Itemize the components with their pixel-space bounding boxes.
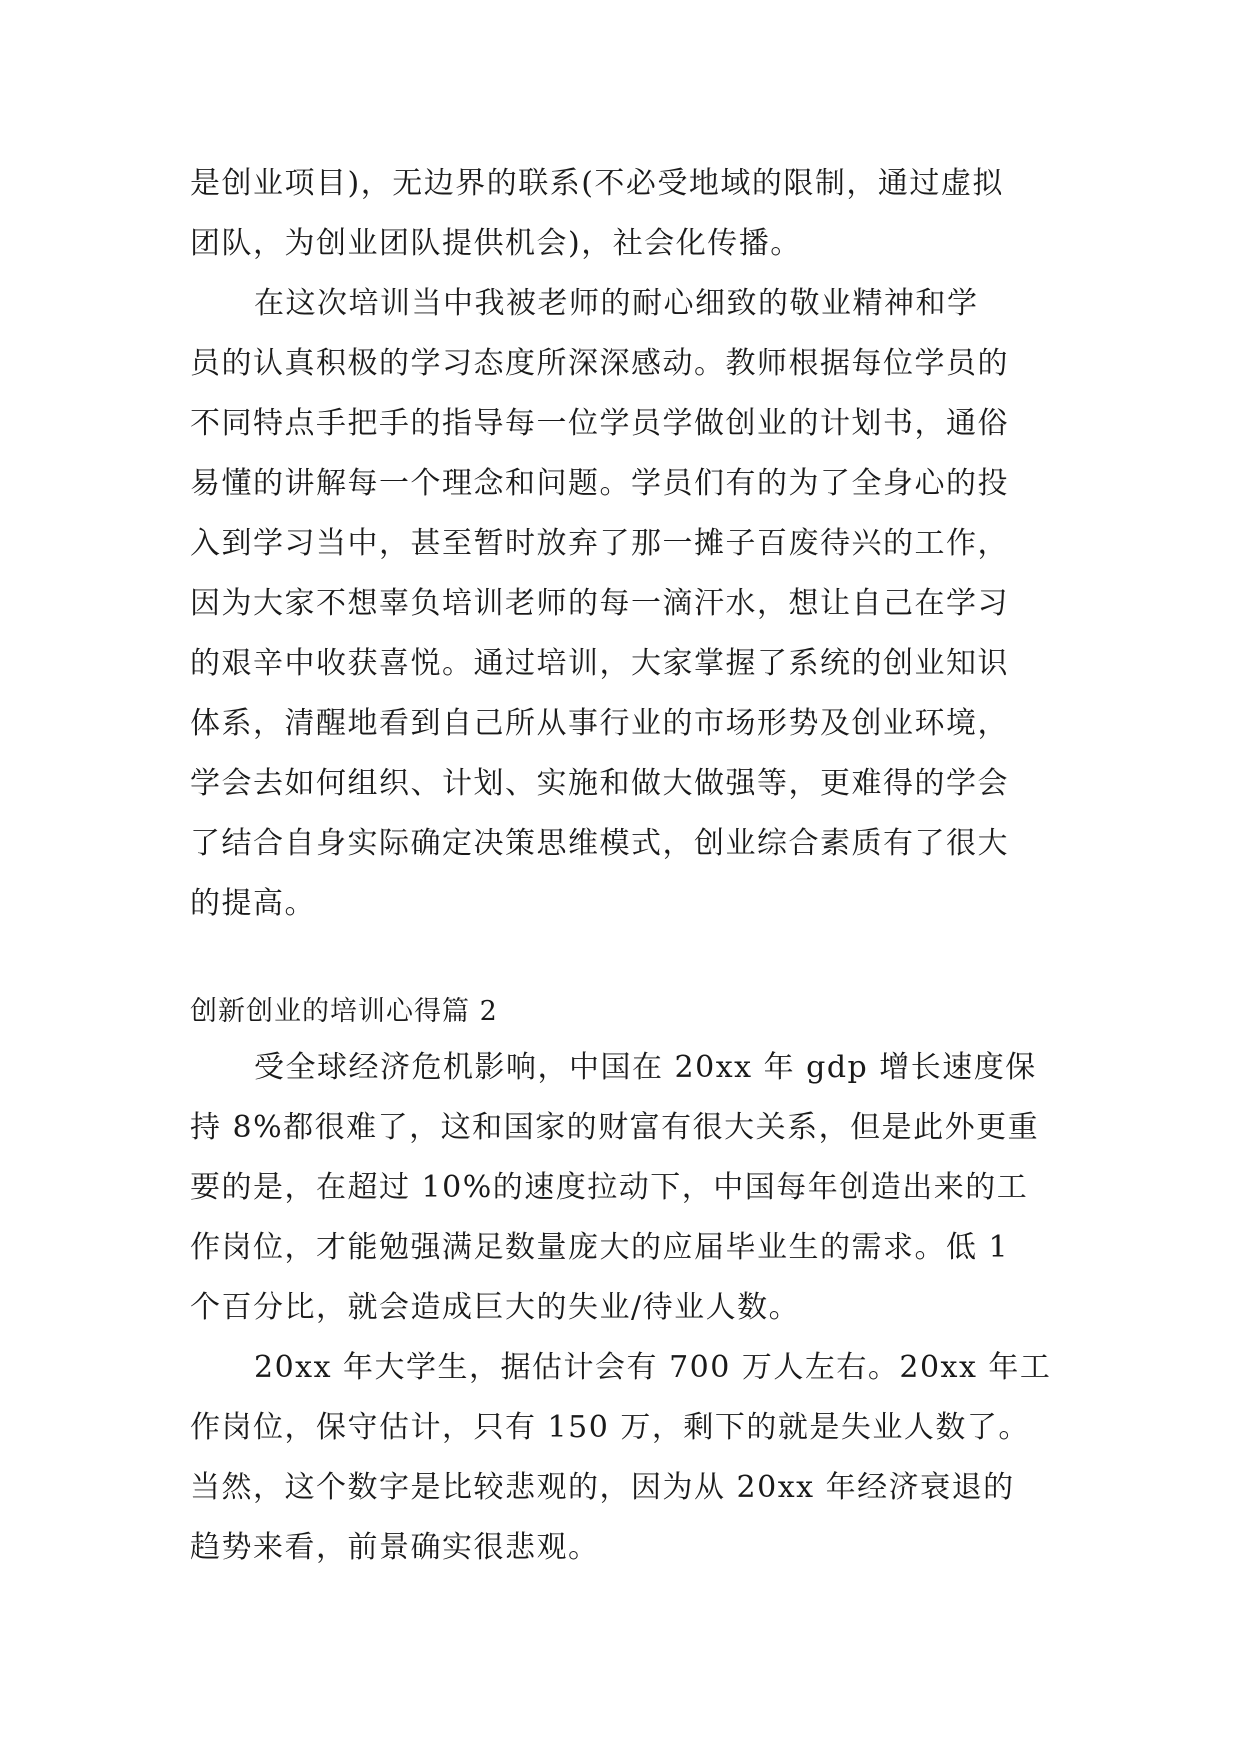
- paragraph-3-line-4: 作岗位，才能勉强满足数量庞大的应届毕业生的需求。低 1: [190, 1230, 1010, 1265]
- paragraph-3-line-2: 持 8%都很难了，这和国家的财富有很大关系，但是此外更重: [190, 1110, 1040, 1145]
- paragraph-4-line-4: 趋势来看，前景确实很悲观。: [190, 1530, 600, 1565]
- paragraph-1-line-1: 是创业项目)，无边界的联系(不必受地域的限制，通过虚拟: [190, 166, 1004, 201]
- paragraph-4-line-2: 作岗位，保守估计，只有 150 万，剩下的就是失业人数了。: [190, 1410, 1030, 1445]
- paragraph-3-line-1: 受全球经济危机影响，中国在 20xx 年 gdp 增长速度保: [254, 1050, 1037, 1085]
- paragraph-2-line-2: 员的认真积极的学习态度所深深感动。教师根据每位学员的: [190, 346, 1009, 381]
- paragraph-2-line-4: 易懂的讲解每一个理念和问题。学员们有的为了全身心的投: [190, 466, 1009, 501]
- paragraph-2-line-6: 因为大家不想辜负培训老师的每一滴汗水，想让自己在学习: [190, 586, 1009, 621]
- paragraph-2-line-3: 不同特点手把手的指导每一位学员学做创业的计划书，通俗: [190, 406, 1009, 441]
- paragraph-2-line-1: 在这次培训当中我被老师的耐心细致的敬业精神和学: [254, 286, 979, 321]
- paragraph-2-line-8: 体系，清醒地看到自己所从事行业的市场形势及创业环境，: [190, 706, 1009, 741]
- paragraph-2-line-10: 了结合自身实际确定决策思维模式，创业综合素质有了很大: [190, 826, 1009, 861]
- paragraph-2-line-9: 学会去如何组织、计划、实施和做大做强等，更难得的学会: [190, 766, 1009, 801]
- paragraph-2-line-5: 入到学习当中，甚至暂时放弃了那一摊子百废待兴的工作，: [190, 526, 1009, 561]
- section-heading: 创新创业的培训心得篇 2: [190, 996, 498, 1027]
- paragraph-1-line-2: 团队，为创业团队提供机会)，社会化传播。: [190, 226, 802, 261]
- paragraph-4-line-3: 当然，这个数字是比较悲观的，因为从 20xx 年经济衰退的: [190, 1470, 1015, 1505]
- paragraph-2-line-11: 的提高。: [190, 886, 316, 921]
- paragraph-4-line-1: 20xx 年大学生，据估计会有 700 万人左右。20xx 年工: [254, 1350, 1052, 1385]
- paragraph-2-line-7: 的艰辛中收获喜悦。通过培训，大家掌握了系统的创业知识: [190, 646, 1009, 681]
- paragraph-3-line-3: 要的是，在超过 10%的速度拉动下，中国每年创造出来的工: [190, 1170, 1029, 1205]
- paragraph-3-line-5: 个百分比，就会造成巨大的失业/待业人数。: [190, 1290, 801, 1325]
